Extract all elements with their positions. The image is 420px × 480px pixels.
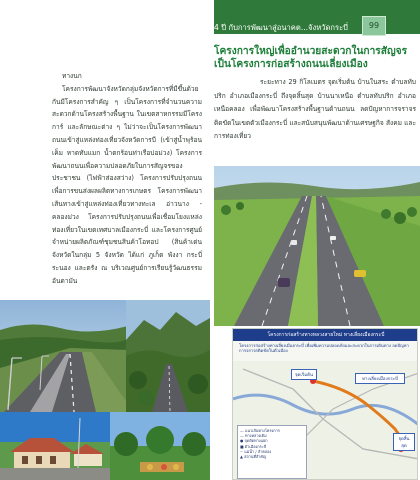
left-article-paragraph: โครงการพัฒนาจังหวัดกลุ่มจังหวัดการที่มีขึ้นด้วยกันมีโครงการสำคัญ ๆ เป็นโครงการที่จำนวนความสะดวกด้านโครงสร้างพื้นฐาน ในเขตสาหกรรมมีโครงการ์ และลักษณะต่าง ๆ ไม่ว่าจะเป็นโครงการพัฒนาถนนเข้าสู่แหล่งท่องเที่ยวจังหวัดการบี (เข้าสู่น้ำพุร้อนเค็ม หาดทับแมก น้ำตกร้อนท่าเรือบ่อม่วง) โครงการพัฒนาถนนเพื่อความปลอดภัยในการสัญจรของประชาชน (ไฟฟ้าส่องสว่าง) โครงการปรับปรุงถนนเพื่อการขนส่งผลผลิตทางการเกษตร โครงการพัฒนาเส้นทางเข้าสู่แหล่งท่องเที่ยวทางทะเล อ่าวนาง - คลองม่วง โครงการปรับปรุงถนนเพื่อเชื่อมโยงแหล่งท่องเที่ยวในเขตเทศบาลเมืองกระบี่ และโครงการศูนย์จำหน่ายผลิตภัณฑ์ชุมชนสินค้าโอทอป (สินค้าเด่น จังหวัดในกลุ่ม 5 จังหวัด ได้แก่ ภูเก็ต พังงา กระบี่ ระนอง และตรัง ณ บริเวณศูนย์การเรียนรู้วัฒนธรรมอันดามัน xyxy=(52,84,202,285)
route-map xyxy=(232,328,418,480)
map-label-route: ทางเลี่ยงเมืองกระบี่ xyxy=(355,373,405,384)
map-header: โครงการก่อสร้างทางหลวงสายใหม่ ทางเลี่ยงเมืองกระบี่ xyxy=(233,329,418,341)
right-page xyxy=(210,0,420,480)
article-paragraph: ระยะทาง 29 กิโลเมตร จุดเริ่มต้น บ้านในสระ ตำบลทับปริก อำเภอเมืองกระบี่ ถึงจุดสิ้นสุด บ้านนาเหนือ ตำบลทับปริก อำเภอเหนือคลอง เพื่อพัฒนาโครงสร้างพื้นฐานด้านถนน ลดปัญหาการจราจรติดขัดในเขตตัวเมืองกระบี่ และสนับสนุนพัฒนาด้านเศรษฐกิจ สังคม และการท่องเที่ยว xyxy=(214,78,416,141)
mountain-road-photo xyxy=(126,300,210,412)
building-photo xyxy=(0,412,110,480)
left-article xyxy=(52,70,202,288)
map-label-start: จุดเริ่มต้น xyxy=(291,369,317,380)
legend-item: ■ ตัวเมืองกระบี่ xyxy=(240,443,267,449)
header-title: 4 ปี กับการพัฒนาสู่อนาคต...จังหวัดกระบี่ xyxy=(214,23,348,32)
legend-item: — แนวเส้นทางโครงการ xyxy=(240,428,280,433)
road-photo xyxy=(0,300,128,412)
highway-rendering xyxy=(214,166,420,326)
map-subtitle: โครงการก่อสร้างทางเลี่ยงเมืองกระบี่ เพื่อเพิ่มความปลอดภัยและสะดวกในการเดินทาง ลดปัญหาการจราจรติดขัดในตัวเมือง xyxy=(239,343,409,354)
page-number: 99 xyxy=(362,16,386,36)
left-article-heading: ทางนก xyxy=(62,72,82,80)
legend-item: ▲ สถานที่สำคัญ xyxy=(240,454,267,460)
map-label-end: จุดสิ้นสุด xyxy=(393,433,415,451)
article-heading: โครงการใหญ่เพื่ออำนวยสะดวกในการสัญจร เป็นโครงการก่อสร้างถนนเลี่ยงเมือง xyxy=(214,46,408,70)
legend-item: — ทางหลวงเดิม xyxy=(240,433,267,439)
legend-item: ~ แม่น้ำ / ลำคลอง xyxy=(240,448,272,454)
legend-item: ● จุดตัดทางแยก xyxy=(240,438,268,444)
garden-photo xyxy=(110,412,210,480)
map-legend xyxy=(237,425,307,479)
